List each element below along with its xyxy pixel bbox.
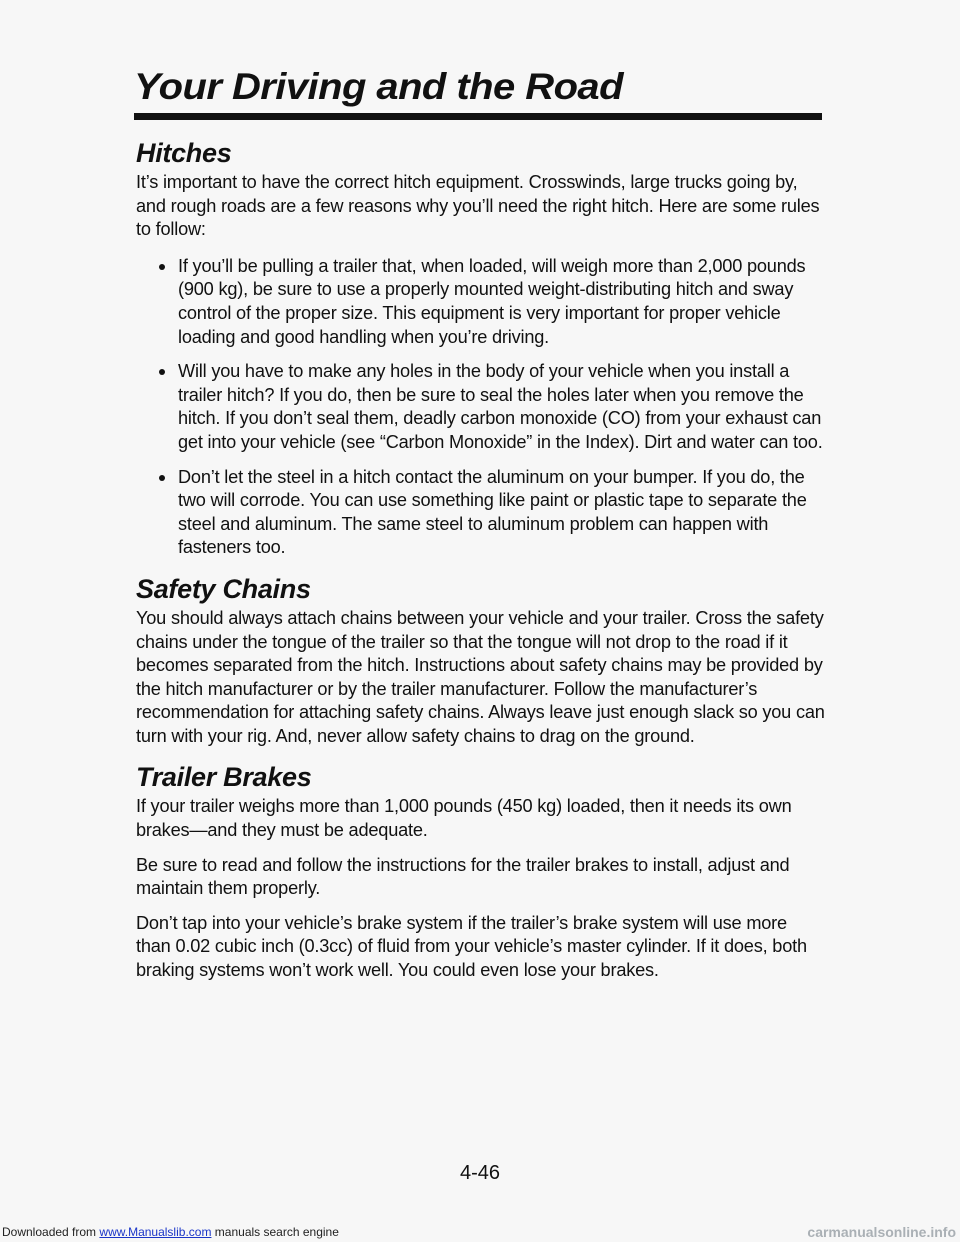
list-item-text: Don’t let the steel in a hitch contact the aluminum on your bumper. If you do, the two will corrode. You can use something like paint or plastic tape to separate the steel and aluminum. The same steel to aluminum problem can happen with fasteners too. (178, 466, 807, 558)
watermark-text: carmanualsonline.info (807, 1224, 956, 1240)
section-trailer-brakes (136, 762, 826, 982)
hitches-intro: It’s important to have the correct hitch equipment. Crosswinds, large trucks going by, and rough roads are a few reasons why you’ll need the right hitch. Here are some rules to follow: (136, 172, 820, 240)
list-item (159, 255, 826, 349)
page-content (136, 138, 826, 983)
hitches-rules-list (136, 255, 826, 560)
section-safety-chains (136, 574, 826, 749)
bullet-icon (159, 369, 165, 375)
download-footer (0, 1222, 960, 1242)
trailer-brakes-paragraph-3: Don’t tap into your vehicle’s brake system if the trailer’s brake system will use more than 0.02 cubic inch (0.3cc) of fluid from your vehicle’s master cylinder. If it does, both braking systems won’t work well. You could even lose your brakes. (136, 912, 807, 981)
trailer-brakes-paragraph-2: Be sure to read and follow the instructions for the trailer brakes to install, adjust and maintain them properly. (136, 854, 790, 899)
list-item (159, 360, 826, 454)
header-rule (134, 113, 822, 120)
list-item (159, 466, 826, 560)
safety-chains-paragraph: You should always attach chains between your vehicle and your trailer. Cross the safety chains under the tongue of the trailer so that the tongue will not drop to the road if it becomes separated from the hitch. Instructions about safety chains may be provided by the hitch manufacturer or by the trailer manufacturer. Follow the manufacturer’s recommendation for attaching safety chains. Always leave just enough slack so you can turn with your rig. And, never allow safety chains to drag on the ground. (136, 607, 825, 746)
running-head: Your Driving and the Road (134, 66, 623, 107)
footer-prefix: Downloaded from (2, 1225, 97, 1239)
footer-credit (2, 1222, 339, 1242)
bullet-icon (159, 264, 165, 270)
section-heading-trailer-brakes: Trailer Brakes (136, 762, 312, 793)
section-heading-hitches: Hitches (136, 138, 232, 168)
list-item-text: Will you have to make any holes in the body of your vehicle when you install a trailer hitch? If you do, then be sure to seal the holes later when you remove the hitch. If you don’t seal them, deadly carbon monoxide (CO) from your exhaust can get into your vehicle (see “Carbon Monoxide” in the Index). Dirt and water can too. (178, 361, 823, 452)
list-item-text: If you’ll be pulling a trailer that, when loaded, will weigh more than 2,000 pounds (900 kg), be sure to use a properly mounted weight-distributing hitch and sway control of the proper size. This equipment is very important for proper vehicle loading and good handling when you’re driving. (178, 255, 806, 347)
manualslib-link[interactable]: www.Manualslib.com (99, 1225, 212, 1239)
footer-suffix: manuals search engine (214, 1225, 339, 1239)
section-heading-safety-chains: Safety Chains (136, 573, 311, 604)
trailer-brakes-paragraph-1: If your trailer weighs more than 1,000 pounds (450 kg) loaded, then it needs its own brakes—and they must be adequate. (136, 796, 792, 841)
page-number: 4-46 (459, 1162, 501, 1184)
section-hitches (136, 138, 826, 560)
bullet-icon (159, 475, 165, 481)
